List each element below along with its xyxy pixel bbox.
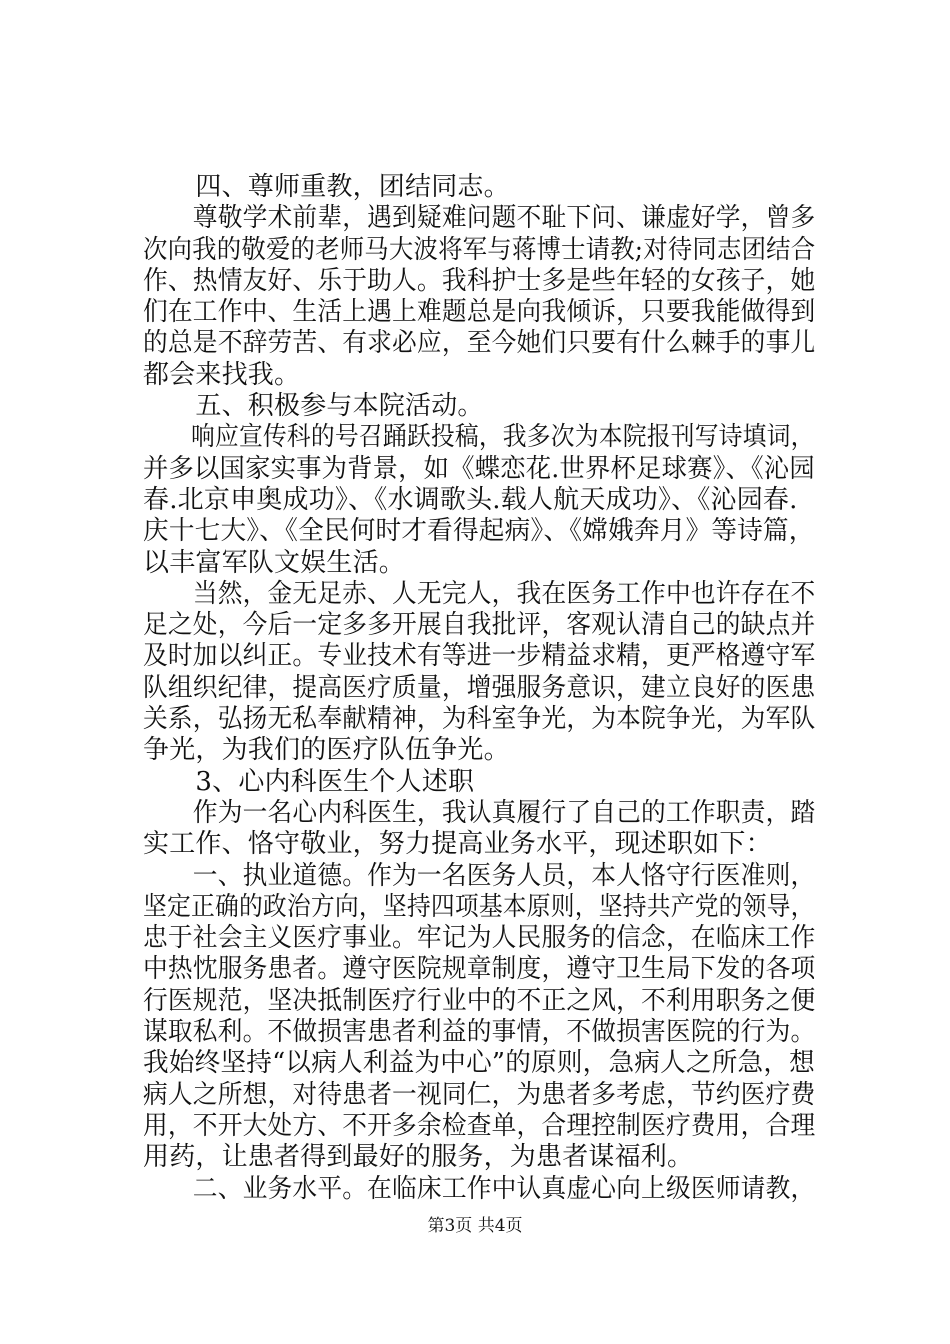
text-line: 春.北京申奥成功》、《水调歌头.载人航天成功》、《沁园春. (143, 484, 798, 515)
page-number-footer: 第3页 共4页 (427, 1216, 523, 1236)
text-line: 作、热情友好、乐于助人。我科护士多是些年轻的女孩子，她 (143, 265, 816, 296)
text-line: 我始终坚持“以病人利益为中心”的原则，急病人之所急，想 (143, 1048, 815, 1079)
text-line: 以丰富军队文娱生活。 (143, 547, 406, 578)
text-line: 作为一名心内科医生，我认真履行了自己的工作职责，踏 (143, 797, 816, 828)
text-line: 四、尊师重教，团结同志。 (143, 172, 510, 202)
text-line: 并多以国家实事为背景，如《蝶恋花.世界杯足球赛》、《沁园 (143, 453, 815, 484)
text-line: 争光，为我们的医疗队伍争光。 (143, 735, 510, 766)
text-line: 用，不开大处方、不开多余检查单，合理控制医疗费用，合理 (143, 1110, 816, 1141)
text-line: 及时加以纠正。专业技术有等进一步精益求精，更严格遵守军 (143, 641, 816, 672)
text-line: 用药，让患者得到最好的服务，为患者谋福利。 (143, 1142, 694, 1173)
text-line: 次向我的敬爱的老师马大波将军与蒋博士请教;对待同志团结合 (143, 234, 816, 265)
text-line: 关系，弘扬无私奉献精神，为科室争光，为本院争光，为军队 (143, 704, 816, 735)
text-line: 们在工作中、生活上遇上难题总是向我倾诉，只要我能做得到 (143, 297, 816, 328)
text-line: 足之处，今后一定多多开展自我批评，客观认清自己的缺点并 (143, 610, 816, 641)
text-line: 3、心内科医生个人述职 (143, 766, 475, 797)
text-line: 谋取私利。不做损害患者利益的事情，不做损害医院的行为。 (143, 1017, 816, 1048)
text-line: 队组织纪律，提高医疗质量，增强服务意识，建立良好的医患 (143, 672, 816, 703)
text-line: 病人之所想，对待患者一视同仁，为患者多考虑，节约医疗费 (143, 1079, 816, 1110)
text-line: 二、业务水平。在临床工作中认真虚心向上级医师请教， (143, 1173, 816, 1204)
text-line: 响应宣传科的号召踊跃投稿，我多次为本院报刊写诗填词， (143, 422, 815, 453)
text-line: 都会来找我。 (143, 359, 301, 390)
text-line: 行医规范，坚决抵制医疗行业中的不正之风，不利用职务之便 (143, 985, 816, 1016)
text-line: 实工作、恪守敬业，努力提高业务水平，现述职如下： (143, 829, 772, 860)
text-line: 庆十七大》、《全民何时才看得起病》、《嫦娥奔月》等诗篇， (143, 516, 815, 547)
document-body (143, 172, 815, 1205)
text-line: 的总是不辞劳苦、有求必应，至今她们只要有什么棘手的事儿 (143, 328, 816, 359)
text-line: 中热忱服务患者。遵守医院规章制度，遵守卫生局下发的各项 (143, 954, 816, 985)
text-line: 五、积极参与本院活动。 (143, 391, 484, 422)
text-line: 一、执业道德。作为一名医务人员，本人恪守行医准则， (143, 860, 816, 891)
text-line: 坚定正确的政治方向，坚持四项基本原则，坚持共产党的领导， (143, 891, 815, 922)
text-line: 尊敬学术前辈，遇到疑难问题不耻下问、谦虚好学，曾多 (143, 203, 816, 234)
text-line: 当然，金无足赤、人无完人，我在医务工作中也许存在不 (143, 578, 816, 609)
text-line: 忠于社会主义医疗事业。牢记为人民服务的信念，在临床工作 (143, 923, 816, 954)
